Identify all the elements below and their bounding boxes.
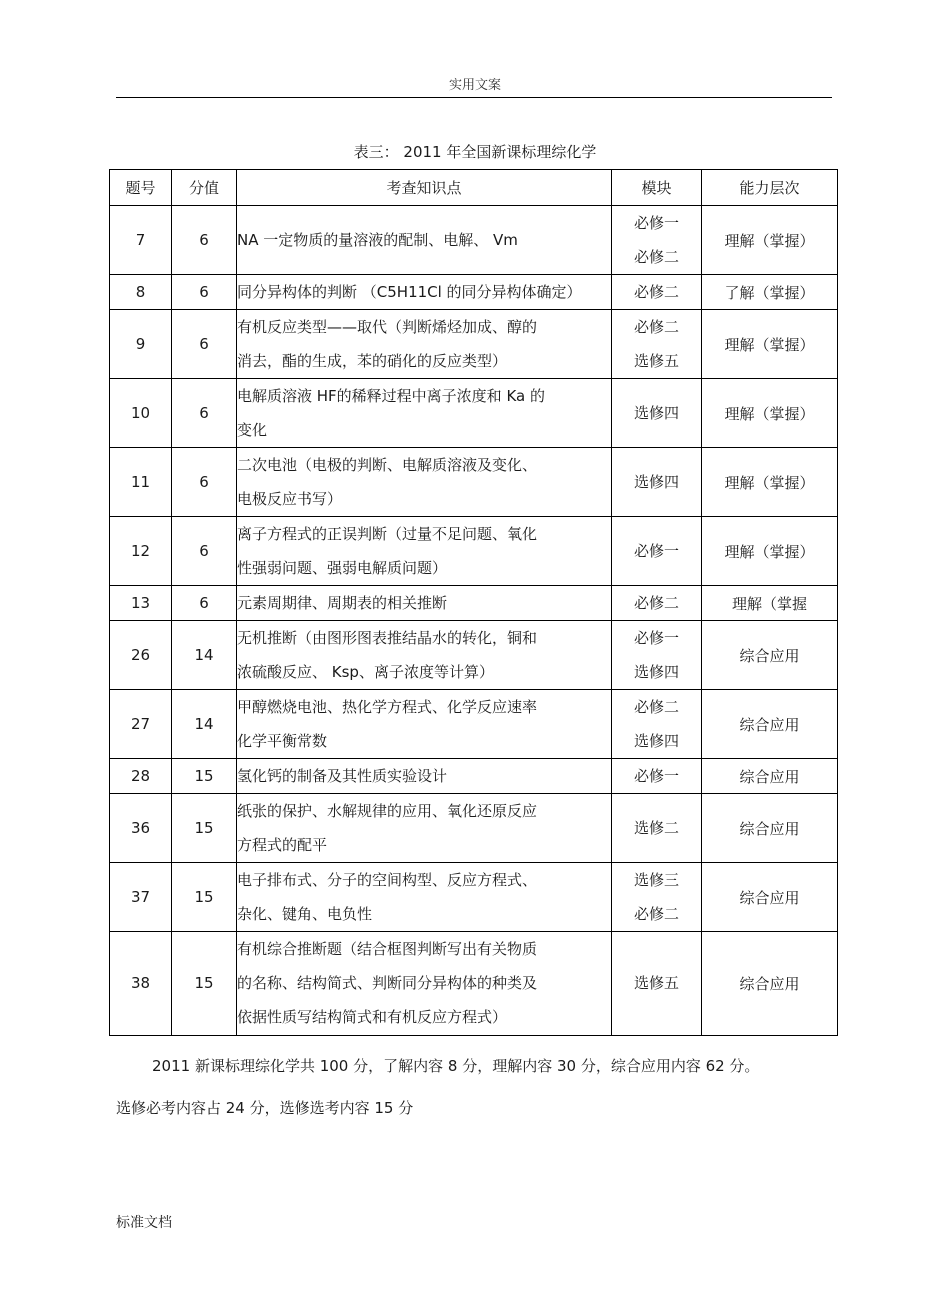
module-line: 选修五: [633, 352, 679, 370]
column-header-score: 分值: [172, 170, 237, 206]
question-number-cell: 11: [110, 448, 172, 517]
ability-level-cell: 综合应用: [702, 932, 838, 1036]
knowledge-point-line: 氢化钙的制备及其性质实验设计: [237, 767, 448, 785]
table-row: [110, 310, 838, 379]
knowledge-point-cell: [237, 690, 612, 759]
module-cell: [612, 206, 702, 275]
module-line: 选修四: [633, 473, 679, 491]
ability-level-cell: 理解（掌握: [702, 586, 838, 621]
table-row: [110, 621, 838, 690]
column-header-num: 题号: [110, 170, 172, 206]
knowledge-point-cell: [237, 586, 612, 621]
question-number-cell: 13: [110, 586, 172, 621]
module-cell: [612, 448, 702, 517]
question-number-cell: 12: [110, 517, 172, 586]
question-number-cell: 38: [110, 932, 172, 1036]
knowledge-point-line: 性强弱问题、强弱电解质问题）: [237, 559, 448, 577]
module-cell: [612, 586, 702, 621]
score-cell: 6: [172, 310, 237, 379]
knowledge-point-cell: [237, 794, 612, 863]
question-number-cell: 27: [110, 690, 172, 759]
summary-line-1: 2011 新课标理综化学共 100 分，了解内容 8 分，理解内容 30 分，综合应用内容 62 分。: [152, 1057, 760, 1075]
table-row: [110, 794, 838, 863]
question-number-cell: 8: [110, 275, 172, 310]
knowledge-point-line: 电解质溶液 HF的稀释过程中离子浓度和 Ka 的: [237, 387, 545, 405]
score-cell: 6: [172, 379, 237, 448]
knowledge-point-line: 电子排布式、分子的空间构型、反应方程式、: [237, 871, 538, 889]
module-cell: [612, 932, 702, 1036]
exam-table: [109, 169, 838, 1036]
module-line: 必修一: [633, 767, 679, 785]
module-line: 选修四: [633, 732, 679, 750]
knowledge-point-line: 有机反应类型——取代（判断烯烃加成、醇的: [237, 318, 538, 336]
score-cell: 15: [172, 794, 237, 863]
score-cell: 6: [172, 448, 237, 517]
table-row: [110, 275, 838, 310]
module-line: 必修一: [633, 629, 679, 647]
module-line: 必修一: [633, 214, 679, 232]
module-line: 必修二: [633, 594, 679, 612]
module-cell: [612, 621, 702, 690]
question-number-cell: 37: [110, 863, 172, 932]
knowledge-point-cell: [237, 310, 612, 379]
module-line: 选修四: [633, 404, 679, 422]
score-cell: 6: [172, 517, 237, 586]
module-cell: [612, 759, 702, 794]
ability-level-cell: 综合应用: [702, 794, 838, 863]
table-header-row: [110, 170, 838, 206]
module-line: 必修二: [633, 248, 679, 266]
ability-level-cell: 理解（掌握）: [702, 310, 838, 379]
module-line: 必修二: [633, 698, 679, 716]
knowledge-point-cell: [237, 206, 612, 275]
knowledge-point-line: 无机推断（由图形图表推结晶水的转化，铜和: [237, 629, 538, 647]
table-row: [110, 206, 838, 275]
ability-level-cell: 综合应用: [702, 621, 838, 690]
module-line: 选修四: [633, 663, 679, 681]
column-header-topic: 考查知识点: [237, 170, 612, 206]
knowledge-point-line: 离子方程式的正误判断（过量不足问题、氧化: [237, 525, 538, 543]
knowledge-point-line: 化学平衡常数: [237, 732, 328, 750]
knowledge-point-line: NA 一定物质的量溶液的配制、电解、 Vm: [237, 231, 518, 249]
question-number-cell: 36: [110, 794, 172, 863]
column-header-module: 模块: [612, 170, 702, 206]
score-cell: 6: [172, 586, 237, 621]
ability-level-cell: 综合应用: [702, 759, 838, 794]
summary-line-2: 选修必考内容占 24 分，选修选考内容 15 分: [116, 1099, 414, 1117]
knowledge-point-line: 电极反应书写）: [237, 490, 343, 508]
page-footer: 标准文档: [116, 1215, 172, 1231]
ability-level-cell: 理解（掌握）: [702, 448, 838, 517]
module-cell: [612, 275, 702, 310]
header-divider: [116, 97, 832, 98]
ability-level-cell: 综合应用: [702, 863, 838, 932]
table-row: [110, 932, 838, 1036]
knowledge-point-line: 二次电池（电极的判断、电解质溶液及变化、: [237, 456, 538, 474]
knowledge-point-line: 元素周期律、周期表的相关推断: [237, 594, 448, 612]
module-cell: [612, 794, 702, 863]
score-cell: 15: [172, 932, 237, 1036]
score-cell: 15: [172, 759, 237, 794]
question-number-cell: 7: [110, 206, 172, 275]
knowledge-point-line: 变化: [237, 421, 268, 439]
knowledge-point-cell: [237, 621, 612, 690]
ability-level-cell: 了解（掌握）: [702, 275, 838, 310]
knowledge-point-line: 杂化、键角、电负性: [237, 905, 373, 923]
table-row: [110, 448, 838, 517]
table-title: 表三： 2011 年全国新课标理综化学: [353, 143, 597, 161]
ability-level-cell: 理解（掌握）: [702, 379, 838, 448]
module-line: 必修二: [633, 283, 679, 301]
knowledge-point-line: 的名称、结构简式、判断同分异构体的种类及: [237, 974, 538, 993]
question-number-cell: 9: [110, 310, 172, 379]
module-cell: [612, 863, 702, 932]
module-cell: [612, 310, 702, 379]
knowledge-point-line: 方程式的配平: [237, 836, 328, 854]
question-number-cell: 10: [110, 379, 172, 448]
table-body: [110, 206, 838, 1036]
knowledge-point-line: 消去，酯的生成，苯的硝化的反应类型）: [237, 352, 508, 370]
module-line: 必修二: [633, 905, 679, 923]
column-header-level: 能力层次: [702, 170, 838, 206]
ability-level-cell: 理解（掌握）: [702, 517, 838, 586]
module-line: 选修三: [633, 871, 679, 889]
module-line: 必修一: [633, 542, 679, 560]
ability-level-cell: 综合应用: [702, 690, 838, 759]
module-line: 选修五: [633, 974, 679, 993]
knowledge-point-line: 有机综合推断题（结合框图判断写出有关物质: [237, 940, 538, 959]
score-cell: 14: [172, 621, 237, 690]
question-number-cell: 26: [110, 621, 172, 690]
knowledge-point-cell: [237, 932, 612, 1036]
module-cell: [612, 379, 702, 448]
table-row: [110, 379, 838, 448]
page-header: 实用文案: [448, 78, 501, 93]
ability-level-cell: 理解（掌握）: [702, 206, 838, 275]
knowledge-point-cell: [237, 448, 612, 517]
knowledge-point-cell: [237, 863, 612, 932]
knowledge-point-line: 浓硫酸反应、 Ksp、离子浓度等计算）: [237, 663, 494, 681]
knowledge-point-line: 同分异构体的判断 （C5H11Cl 的同分异构体确定）: [237, 283, 582, 301]
knowledge-point-cell: [237, 759, 612, 794]
module-cell: [612, 690, 702, 759]
table-row: [110, 517, 838, 586]
module-line: 必修二: [633, 318, 679, 336]
knowledge-point-cell: [237, 517, 612, 586]
knowledge-point-line: 依据性质写结构简式和有机反应方程式）: [237, 1008, 508, 1027]
module-line: 选修二: [633, 819, 679, 837]
knowledge-point-line: 纸张的保护、水解规律的应用、氧化还原反应: [237, 802, 538, 820]
score-cell: 15: [172, 863, 237, 932]
score-cell: 6: [172, 206, 237, 275]
module-cell: [612, 517, 702, 586]
score-cell: 6: [172, 275, 237, 310]
table-row: [110, 759, 838, 794]
question-number-cell: 28: [110, 759, 172, 794]
knowledge-point-line: 甲醇燃烧电池、热化学方程式、化学反应速率: [237, 698, 538, 716]
table-row: [110, 586, 838, 621]
knowledge-point-cell: [237, 379, 612, 448]
table-row: [110, 690, 838, 759]
score-cell: 14: [172, 690, 237, 759]
table-row: [110, 863, 838, 932]
knowledge-point-cell: [237, 275, 612, 310]
